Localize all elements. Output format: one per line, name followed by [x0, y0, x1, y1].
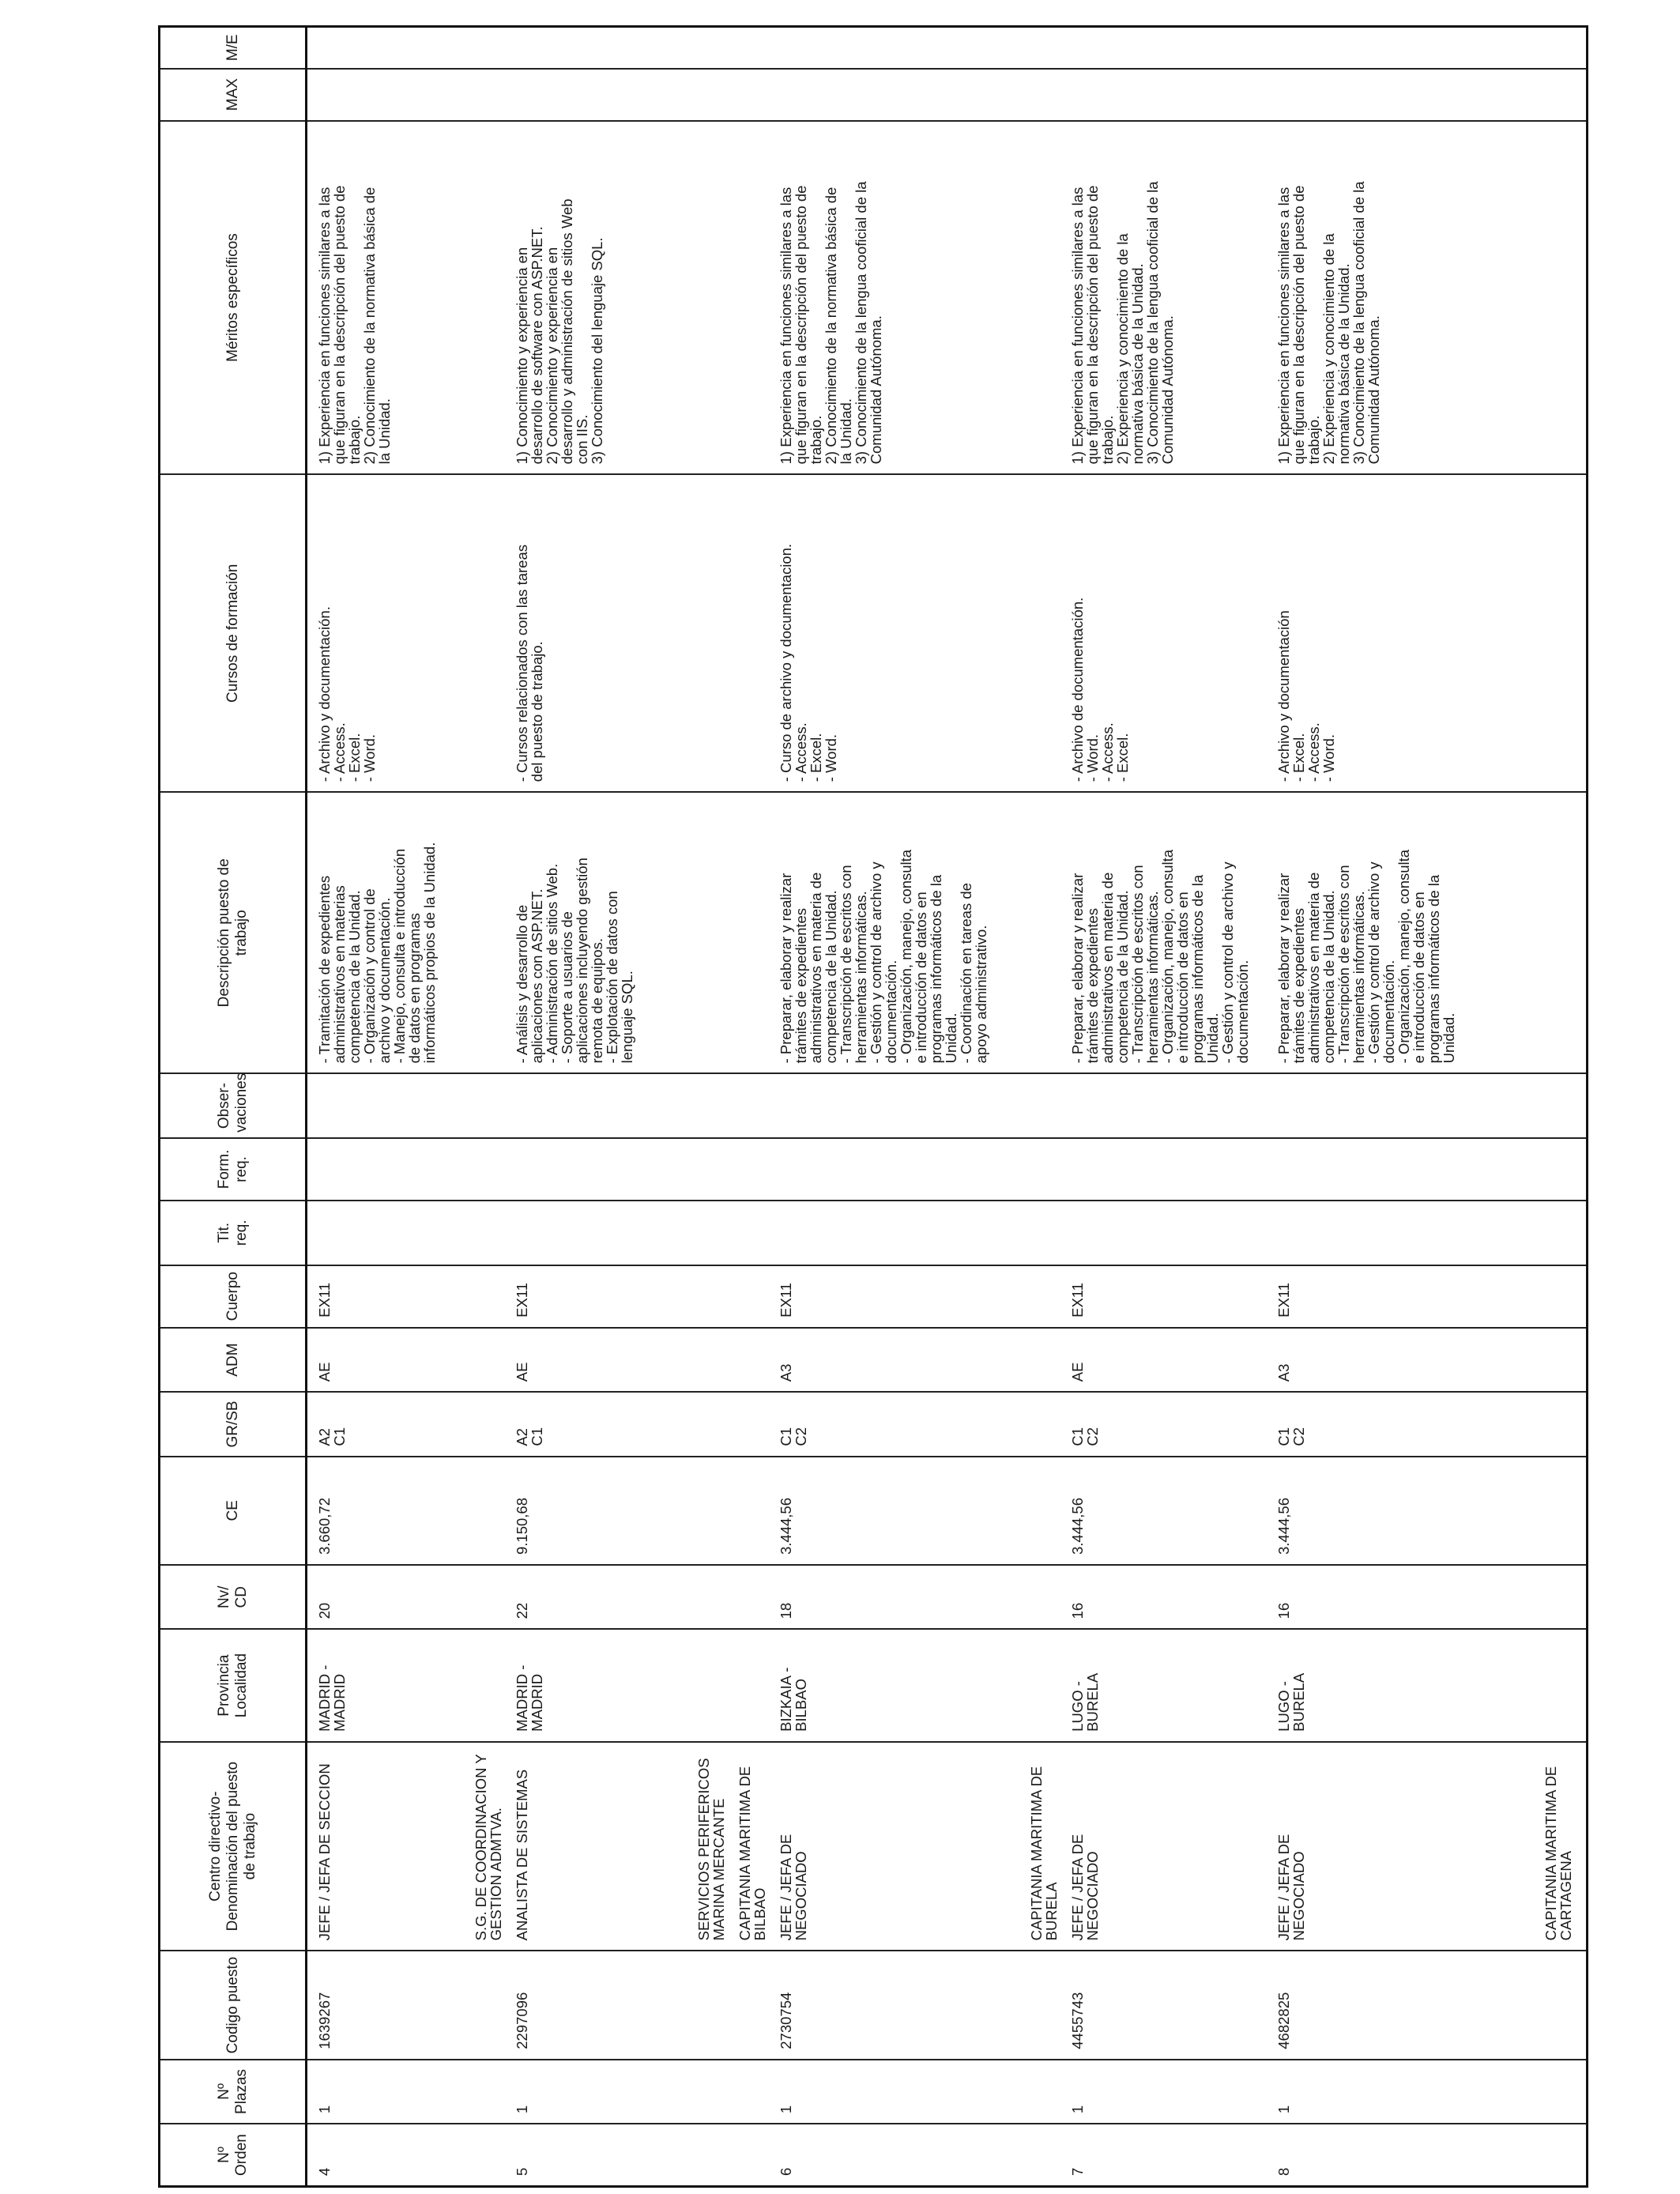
cell-grsb — [505, 1392, 769, 1456]
header-nivel: Nv/ CD — [160, 1565, 307, 1629]
cell-adm — [769, 1328, 1060, 1392]
max-text — [307, 70, 317, 120]
puestos-table — [158, 25, 1588, 2188]
cell-codigo — [505, 1951, 769, 2059]
cell-nivel — [1267, 1565, 1587, 1629]
codigo-text: 2297096 — [513, 1992, 530, 2049]
plazas-text: 1 — [1275, 2105, 1293, 2114]
cell-form — [307, 1138, 505, 1201]
centro-directivo: CAPITANIA MARITIMA DE BURELA — [1027, 1766, 1060, 1941]
header-descripcion: Descripción puesto de trabajo — [160, 792, 307, 1073]
cell-codigo — [1060, 1951, 1267, 2059]
ce-text: 3.660,72 — [316, 1498, 333, 1555]
centro-block — [464, 1743, 529, 1951]
cell-max — [1060, 69, 1267, 121]
puesto-denominacion: JEFE / JEFA DE NEGOCIADO — [1275, 1834, 1308, 1941]
descripcion-text: - Preparar, elaborar y realizar trámites de expedientes administrativos en materia de competencia de la Unidad. - Transcripción de escritos con herramientas informáticas. - Gestión y control de archivo y documentación. - Organización, manejo, consulta e introducción de datos en programas informáticos de la Unidad. — [1275, 849, 1458, 1064]
cell-obs — [505, 1073, 769, 1137]
cell-tit — [505, 1201, 769, 1265]
obs-text — [769, 1074, 778, 1137]
meritos-text: 1) Experiencia en funciones similares a las que figuran en la descripción del puesto de trabajo. 2) Conocimiento de la normativa básica de la Unidad. — [316, 185, 393, 465]
cell-meritos — [769, 121, 1060, 475]
cuerpo-text: EX11 — [513, 1282, 530, 1318]
cell-max — [307, 69, 505, 121]
cuerpo-text: EX11 — [1068, 1282, 1086, 1318]
centro-block — [307, 1743, 332, 1951]
cell-provincia — [769, 1629, 1060, 1741]
descripcion-text: - Preparar, elaborar y realizar trámites de expedientes administrativos en materia de competencia de la Unidad. - Transcripción de escritos con herramientas informáticas. - Gestión y control de archivo y documentación. - Organización, manejo, consulta e introducción de datos en programas informáticos de la Unidad. - Coordinación en tareas de apoyo administrativo. — [778, 849, 990, 1064]
cell-provincia — [505, 1629, 769, 1741]
meritos-text: 1) Experiencia en funciones similares a las que figuran en la descripción del puesto de trabajo. 2) Experiencia y conocimiento de la normativa básica de la Unidad. 3) Conocimiento de la lengua cooficial de la Comunidad Autónoma. — [1068, 181, 1176, 465]
me-text — [1060, 28, 1070, 68]
tit-text — [1267, 1201, 1276, 1264]
cell-obs — [1060, 1073, 1267, 1137]
obs-text — [1060, 1074, 1070, 1137]
form-text — [1267, 1139, 1276, 1200]
centro-directivo: SERVICIOS PERIFERICOS MARINA MERCANTE — [695, 1758, 728, 1941]
nivel-text: 16 — [1068, 1602, 1086, 1619]
cell-codigo — [1267, 1951, 1587, 2059]
cell-tit — [307, 1201, 505, 1265]
header-grsb: GR/SB — [160, 1392, 307, 1456]
cell-me — [505, 27, 769, 69]
cuerpo-text: EX11 — [316, 1282, 333, 1318]
orden-text: 8 — [1275, 2167, 1293, 2176]
form-text — [1060, 1139, 1070, 1200]
cell-codigo — [307, 1951, 505, 2059]
header-cursos: Cursos de formación — [160, 474, 307, 792]
cell-orden — [1267, 2124, 1587, 2186]
descripcion-text: - Análisis y desarrollo de aplicaciones con ASP.NET. - Administración de sitios Web. - Soporte a usuarios de aplicaciones incluyendo gestión remota de equipos. - Explotación de datos con lenguaje SQL. — [513, 858, 635, 1064]
codigo-text: 4682825 — [1275, 1992, 1293, 2049]
cell-descripcion — [1060, 792, 1267, 1073]
cell-nivel — [1060, 1565, 1267, 1629]
ce-text: 3.444,56 — [1275, 1498, 1293, 1555]
cell-grsb — [1267, 1392, 1587, 1456]
cell-max — [505, 69, 769, 121]
cell-meritos — [1267, 121, 1587, 475]
provincia-text: MADRID - MADRID — [513, 1664, 545, 1732]
nivel-text: 22 — [513, 1602, 530, 1619]
grsb-text: C1 C2 — [778, 1427, 810, 1446]
cell-cursos — [505, 474, 769, 792]
provincia-text: MADRID - MADRID — [316, 1664, 348, 1732]
cursos-text: - Archivo y documentación - Excel. - Access. - Word. — [1275, 610, 1338, 782]
cell-cuerpo — [1060, 1265, 1267, 1328]
orden-text: 5 — [513, 2167, 530, 2176]
header-cuerpo: Cuerpo — [160, 1265, 307, 1328]
adm-text: AE — [316, 1362, 333, 1382]
table-body — [307, 27, 1588, 2187]
obs-text — [307, 1074, 317, 1137]
adm-text: A3 — [778, 1363, 795, 1382]
centro-directivo: CAPITANIA MARITIMA DE BILBAO — [736, 1766, 769, 1941]
tit-text — [1060, 1201, 1070, 1264]
provincia-text: LUGO - BURELA — [1275, 1672, 1308, 1732]
max-text — [505, 70, 514, 120]
header-plazas: Nº Plazas — [160, 2060, 307, 2124]
centro-directivo-next: CAPITANIA MARITIMA DE CARTAGENA — [1543, 1766, 1575, 1941]
provincia-text: LUGO - BURELA — [1068, 1672, 1101, 1732]
cell-plazas — [1267, 2060, 1587, 2124]
cell-cuerpo — [769, 1265, 1060, 1328]
cell-centro — [695, 1742, 1060, 1951]
codigo-text: 2730754 — [778, 1992, 795, 2049]
cell-ce — [505, 1457, 769, 1565]
cell-me — [769, 27, 1060, 69]
cell-me — [1267, 27, 1587, 69]
form-text — [505, 1139, 514, 1200]
cell-nivel — [769, 1565, 1060, 1629]
max-text — [1267, 70, 1276, 120]
provincia-text: BIZKAIA - BILBAO — [778, 1667, 810, 1732]
cuerpo-text: EX11 — [778, 1282, 795, 1318]
header-provincia: Provincia Localidad — [160, 1629, 307, 1741]
cursos-text: - Archivo de documentación. - Word. - Access. - Excel. — [1068, 597, 1131, 782]
cell-ce — [769, 1457, 1060, 1565]
header-codigo: Codigo puesto — [160, 1951, 307, 2059]
cell-cuerpo — [1267, 1265, 1587, 1328]
orden-text: 7 — [1068, 2167, 1086, 2176]
meritos-text: 1) Experiencia en funciones similares a las que figuran en la descripción del puesto de trabajo. 2) Conocimiento de la normativa básica de la Unidad. 3) Conocimiento de la lengua cooficial de la Comunidad Autónoma. — [778, 181, 885, 465]
puesto-denominacion: JEFE / JEFA DE SECCION — [316, 1763, 333, 1941]
plazas-text: 1 — [1068, 2105, 1086, 2114]
cell-obs — [307, 1073, 505, 1137]
cell-grsb — [1060, 1392, 1267, 1456]
header-tit: Tit. req. — [160, 1201, 307, 1265]
cell-obs — [769, 1073, 1060, 1137]
centro-directivo: S.G. DE COORDINACION Y GESTION ADMTVA. — [472, 1754, 504, 1941]
cell-centro — [1267, 1742, 1587, 1951]
ce-text: 3.444,56 — [778, 1498, 795, 1555]
me-text — [307, 28, 317, 68]
me-text — [769, 28, 778, 68]
table-row — [769, 27, 1060, 2187]
nivel-text: 18 — [778, 1602, 795, 1619]
header-meritos: Méritos específicos — [160, 121, 307, 475]
cell-form — [769, 1138, 1060, 1201]
puesto-denominacion: JEFE / JEFA DE NEGOCIADO — [778, 1834, 810, 1941]
cell-provincia — [1060, 1629, 1267, 1741]
orden-text: 4 — [316, 2167, 333, 2176]
cell-orden — [505, 2124, 769, 2186]
adm-text: A3 — [1275, 1363, 1293, 1382]
cell-plazas — [769, 2060, 1060, 2124]
grsb-text: A2 C1 — [316, 1427, 348, 1446]
cell-meritos — [505, 121, 769, 475]
ce-text: 3.444,56 — [1068, 1498, 1086, 1555]
cell-grsb — [769, 1392, 1060, 1456]
cell-nivel — [505, 1565, 769, 1629]
obs-text — [505, 1074, 514, 1137]
header-me: M/E — [160, 27, 307, 69]
meritos-text: 1) Conocimiento y experiencia en desarrollo de software con ASP.NET. 2) Conocimiento y experiencia en desarrollo y administración de sitios Web con IIS. 3) Conocimiento del lenguaje SQL. — [513, 198, 605, 465]
descripcion-text: - Tramitación de expedientes administrativos en materias competencia de la Unidad. - Organización y control de archivo y documentación. - Manejo, consulta e introducción de datos en programas informáticos propios de la Unidad. — [316, 842, 438, 1064]
meritos-text: 1) Experiencia en funciones similares a las que figuran en la descripción del puesto de trabajo. 2) Experiencia y conocimiento de la normativa básica de la Unidad. 3) Conocimiento de la lengua cooficial de la Comunidad Autónoma. — [1275, 181, 1383, 465]
cell-cursos — [769, 474, 1060, 792]
nivel-text: 20 — [316, 1602, 333, 1619]
cell-descripcion — [1267, 792, 1587, 1073]
cell-provincia — [1267, 1629, 1587, 1741]
cell-descripcion — [307, 792, 505, 1073]
ce-text: 9.150,68 — [513, 1498, 530, 1555]
cell-ce — [1267, 1457, 1587, 1565]
cell-codigo — [769, 1951, 1060, 2059]
header-row — [160, 27, 307, 2187]
cell-plazas — [307, 2060, 505, 2124]
cell-meritos — [307, 121, 505, 475]
cell-max — [1267, 69, 1587, 121]
obs-text — [1267, 1074, 1276, 1137]
cell-cursos — [307, 474, 505, 792]
cell-centro — [1027, 1742, 1267, 1951]
tit-text — [769, 1201, 778, 1264]
grsb-text: C1 C2 — [1275, 1427, 1308, 1446]
cell-cuerpo — [307, 1265, 505, 1328]
cell-me — [307, 27, 505, 69]
adm-text: AE — [1068, 1362, 1086, 1382]
codigo-text: 4455743 — [1068, 1992, 1086, 2049]
grsb-text: C1 C2 — [1068, 1427, 1101, 1446]
cell-cuerpo — [505, 1265, 769, 1328]
cell-meritos — [1060, 121, 1267, 475]
table-row — [1060, 27, 1267, 2187]
cell-descripcion — [769, 792, 1060, 1073]
header-obs: Obser- vaciones — [160, 1073, 307, 1137]
plazas-text: 1 — [513, 2105, 530, 2114]
cursos-text: - Cursos relacionados con las tareas del puesto de trabajo. — [513, 545, 545, 782]
cell-cursos — [1060, 474, 1267, 792]
max-text — [769, 70, 778, 120]
cell-tit — [1267, 1201, 1587, 1265]
cell-descripcion — [505, 792, 769, 1073]
cell-adm — [505, 1328, 769, 1392]
puesto-denominacion: ANALISTA DE SISTEMAS — [513, 1769, 530, 1941]
grsb-text: A2 C1 — [513, 1427, 545, 1446]
centro-block — [1267, 1743, 1573, 1951]
cell-me — [1060, 27, 1267, 69]
cell-ce — [1060, 1457, 1267, 1565]
cell-adm — [307, 1328, 505, 1392]
cell-adm — [1267, 1328, 1587, 1392]
tit-text — [505, 1201, 514, 1264]
cell-orden — [1060, 2124, 1267, 2186]
cell-orden — [769, 2124, 1060, 2186]
cell-max — [769, 69, 1060, 121]
plazas-text: 1 — [778, 2105, 795, 2114]
cursos-text: - Archivo y documentación. - Access. - Excel. - Word. — [316, 606, 378, 782]
header-ce: CE — [160, 1457, 307, 1565]
form-text — [307, 1139, 317, 1200]
cell-plazas — [1060, 2060, 1267, 2124]
cell-provincia — [307, 1629, 505, 1741]
cell-adm — [1060, 1328, 1267, 1392]
centro-block — [1019, 1743, 1100, 1951]
cell-form — [1060, 1138, 1267, 1201]
me-text — [1267, 28, 1276, 68]
cuerpo-text: EX11 — [1275, 1282, 1293, 1318]
orden-text: 6 — [778, 2167, 795, 2176]
header-centro: Centro directivo- Denominación del puesto de trabajo — [160, 1742, 307, 1951]
cell-grsb — [307, 1392, 505, 1456]
header-adm: ADM — [160, 1328, 307, 1392]
cell-form — [1267, 1138, 1587, 1201]
cell-form — [505, 1138, 769, 1201]
puesto-denominacion: JEFE / JEFA DE NEGOCIADO — [1068, 1834, 1101, 1941]
header-orden: Nº Orden — [160, 2124, 307, 2186]
cursos-text: - Curso de archivo y documentacion. - Access. - Excel. - Word. — [778, 543, 840, 782]
max-text — [1060, 70, 1070, 120]
descripcion-text: - Preparar, elaborar y realizar trámites de expedientes administrativos en materia de competencia de la Unidad. - Transcripción de escritos con herramientas informáticas. - Organización, manejo, consulta e introducción de datos en programas informáticos de la Unidad. - Gestión y control de archivo y documentación. — [1068, 849, 1251, 1064]
cell-plazas — [505, 2060, 769, 2124]
cell-tit — [769, 1201, 1060, 1265]
cell-tit — [1060, 1201, 1267, 1265]
table-row — [1267, 27, 1587, 2187]
header-form: Form. req. — [160, 1138, 307, 1201]
nivel-text: 16 — [1275, 1602, 1293, 1619]
adm-text: AE — [513, 1362, 530, 1382]
codigo-text: 1639267 — [316, 1992, 333, 2049]
form-text — [769, 1139, 778, 1200]
plazas-text: 1 — [316, 2105, 333, 2114]
cell-cursos — [1267, 474, 1587, 792]
centro-block — [687, 1743, 808, 1951]
header-max: MAX — [160, 69, 307, 121]
tit-text — [307, 1201, 317, 1264]
cell-ce — [307, 1457, 505, 1565]
cell-nivel — [307, 1565, 505, 1629]
cell-orden — [307, 2124, 505, 2186]
me-text — [505, 28, 514, 68]
cell-obs — [1267, 1073, 1587, 1137]
